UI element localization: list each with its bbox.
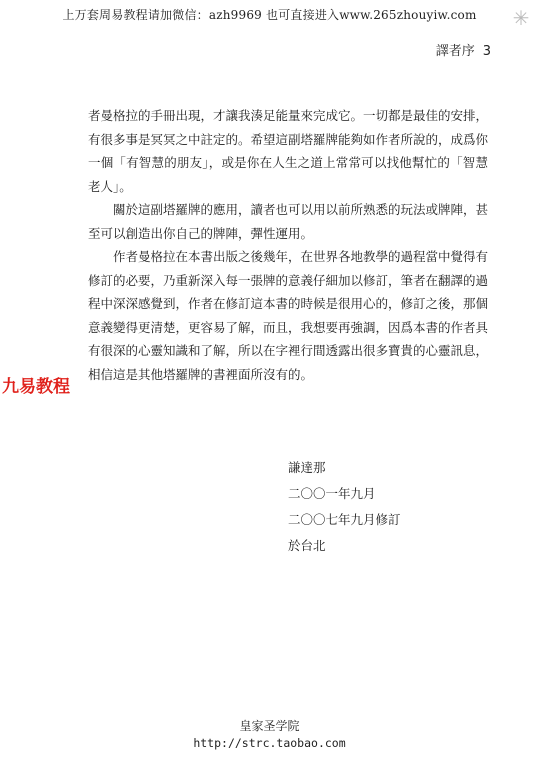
footer-url: http://strc.taobao.com	[193, 736, 346, 750]
signature-date-1: 二〇〇一年九月	[288, 486, 376, 501]
sparkle-icon: ✳	[512, 6, 530, 30]
watermark-stamp: 九易教程	[2, 377, 70, 397]
signature-place: 於台北	[288, 538, 326, 553]
paragraph-2: 關於這副塔羅牌的應用，讀者也可以用以前所熟悉的玩法或牌陣，甚至可以創造出你自己的牌陣，彈性運用。	[88, 202, 489, 241]
paragraph-3: 作者曼格拉在本書出版之後幾年，在世界各地教學的過程當中覺得有修訂的必要，乃重新深入每一張牌的意義仔細加以修訂，筆者在翻譯的過程中深深感覺到，作者在修訂這本書的時候是很用心的，修訂之後，那個意義變得更清楚，更容易了解，而且，我想要再強調，因爲本書的作者具有很深的心靈知識和了解，所以在字裡行間透露出很多寶貴的心靈訊息，相信這是其他塔羅牌的書裡面所沒有的。	[88, 249, 489, 382]
footer-watermark	[0, 718, 539, 752]
signature-date-2: 二〇〇七年九月修訂	[288, 512, 401, 527]
paragraph-1: 者曼格拉的手冊出現，才讓我湊足能量來完成它。一切都是最佳的安排，有很多事是冥冥之中註定的。希望這副塔羅牌能夠如作者所說的，成爲你一個「有智慧的朋友」，或是你在人生之道上常常可以找他幫忙的「智慧老人」。	[88, 108, 489, 194]
page-number: 3	[482, 44, 491, 59]
watermark-top-text: 上万套周易教程请加微信：azh9969 也可直接进入www.265zhouyiw.com	[62, 8, 477, 22]
signature-block	[288, 455, 401, 559]
section-title: 譯者序	[435, 44, 475, 59]
footer-line-1: 皇家圣学院	[239, 719, 300, 733]
translator-name: 謙達那	[288, 460, 326, 475]
page-header	[436, 40, 491, 59]
body-text	[88, 104, 488, 386]
